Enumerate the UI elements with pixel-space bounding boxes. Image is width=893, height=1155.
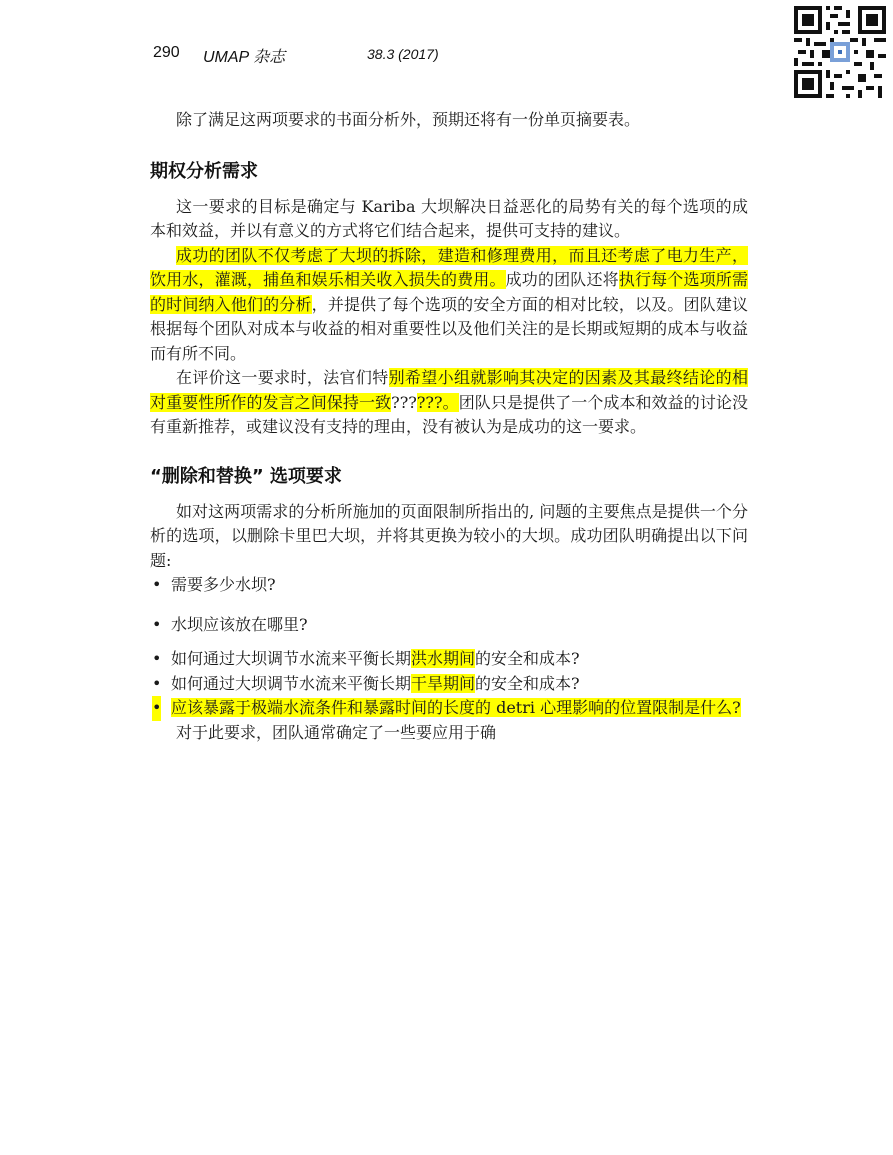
highlight: 干旱期间 — [411, 673, 476, 693]
section-heading-option-analysis: 期权分析需求 — [150, 160, 258, 182]
text-run: ，并提供了每个选项的安全方面的相对比较，以及。团队建议根据每个团队对成本与收益的相对重要性以及他们关注的是长期或短期的成本与收益而有所不同。 — [150, 294, 748, 363]
paragraph: 这一要求的目标是确定与 Kariba 大坝解决日益恶化的局势有关的每个选项的成本和效益，并以有意义的方式将它们结合起来，提供可支持的建议。 — [150, 196, 748, 240]
highlight: 别希望小组就影响其决定的因素及其最终结论的相对重要性所作的发言之间保持一致 — [150, 368, 748, 412]
text-run: 需要多少水坝? — [171, 575, 276, 594]
journal-title: UMAP 杂志 — [203, 49, 286, 66]
highlight: 洪水期间 — [411, 649, 476, 668]
list-item — [150, 573, 748, 598]
highlight: ???。 — [416, 392, 459, 412]
section-heading-remove-replace: “删除和替换” 选项要求 — [150, 465, 342, 487]
text-run: ??? — [391, 392, 417, 412]
intro-paragraph: 除了满足这两项要求的书面分析外，预期还将有一份单页摘要表。 — [176, 110, 641, 129]
list-item — [150, 696, 748, 721]
highlight: 执行每个选项所需的时间纳入他们的分析 — [150, 270, 748, 314]
bullet: • — [152, 575, 162, 594]
text-run: 如何通过大坝调节水流来平衡长期 — [171, 673, 412, 693]
journal-volume: 38.3 (2017) — [367, 46, 439, 62]
paragraph: 如对这两项需求的分析所施加的页面限制所指出的, 问题的主要焦点是提供一个分析的选项，以删除卡里巴大坝，并将其更换为较小的大坝。成功团队明确提出以下问题: — [150, 501, 748, 570]
text-run: 如何通过大坝调节水流来平衡长期 — [171, 649, 412, 668]
text-run: 团队只是提供了一个成本和效益的讨论没有重新推荐，或建议没有支持的理由，没有被认为是成功的这一要求。 — [150, 392, 748, 436]
highlight: 应该暴露于极端水流条件和暴露时间的长度的 detri 心理影响的位置限制是什么? — [171, 698, 741, 717]
paragraph — [150, 366, 748, 440]
list-item — [150, 613, 748, 638]
bullet: • — [152, 649, 162, 668]
paragraph — [150, 244, 748, 367]
text-run: 的安全和成本? — [475, 673, 580, 693]
highlight: 成功的团队不仅考虑了大坝的拆除，建造和修理费用，而且还考虑了电力生产，饮用水，灌溉，捕鱼和娱乐相关收入损失的费用。 — [150, 245, 748, 289]
bullet: • — [152, 673, 162, 693]
list-item — [150, 647, 748, 672]
qr-code-icon — [794, 6, 886, 98]
bullet: • — [152, 614, 162, 634]
text-run: 水坝应该放在哪里? — [171, 614, 308, 634]
text-run: 的安全和成本? — [475, 649, 580, 668]
bullet-list — [150, 573, 748, 721]
paragraph: 对于此要求，团队通常确定了一些要应用于确 — [176, 722, 497, 742]
text-run: 在评价这一要求时，法官们特 — [176, 368, 389, 387]
page-body — [150, 108, 748, 745]
page-number: 290 — [153, 44, 180, 61]
list-item — [150, 672, 748, 697]
bullet: • — [152, 696, 161, 721]
text-run: 成功的团队还将 — [505, 270, 619, 289]
